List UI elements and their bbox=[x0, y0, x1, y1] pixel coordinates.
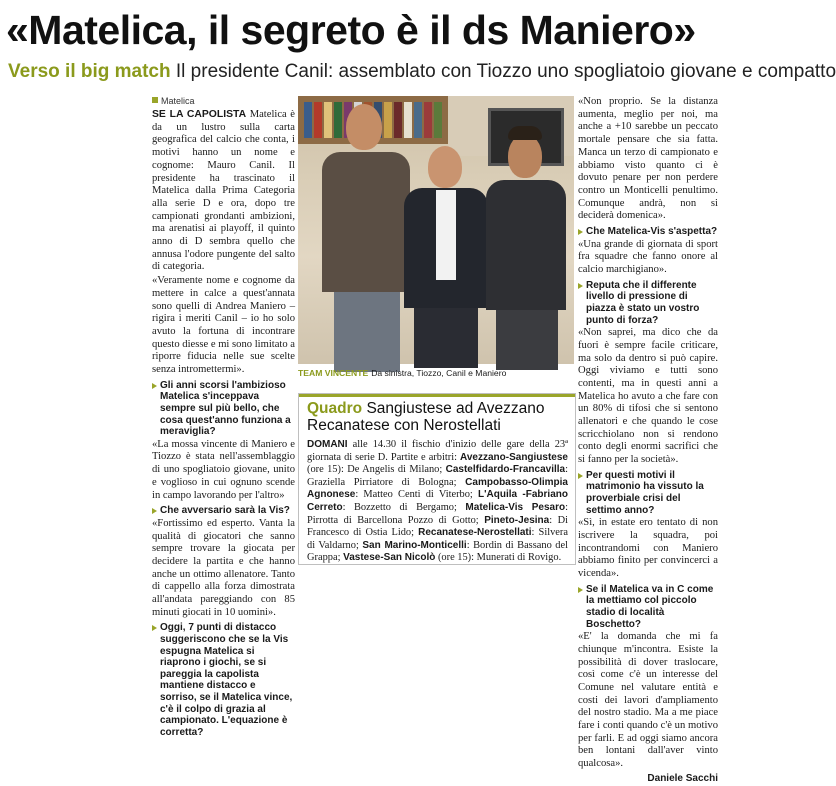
box-text-run: : Bordin di Bassano del Grappa; bbox=[307, 539, 569, 564]
match-name: Campobasso-Olimpia Agnonese bbox=[307, 476, 568, 501]
box-title-line2: Recanatese con Nerostellati bbox=[307, 417, 501, 434]
match-name: Pineto-Jesina bbox=[484, 514, 550, 526]
interview-question: Oggi, 7 punti di distacco suggeriscono che se la Vis espugna Matelica si riaprono i giochi, se si pareggia la capolista mantiene distacco e sorriso, se il Matelica vince, c'è il colpo di grazia al campionato. L'equazione è corretta? bbox=[152, 622, 295, 738]
photo-caption bbox=[298, 366, 574, 380]
headline: «Matelica, il segreto è il ds Maniero» bbox=[6, 7, 696, 53]
team-photo bbox=[298, 96, 574, 364]
photo-caption-tag: TEAM VINCENTE bbox=[298, 368, 369, 378]
article-paragraph bbox=[152, 109, 295, 274]
interview-answer: «Non saprei, ma dico che da fuori è sempre facile criticare, ma solo da dentro si può capire. Oggi viviamo e tutti sono contenti, ma in questi anni a Matelica ho avuto a che fare con un 80% di tifosi che si sentono allenatori e che quando le cose scricchiolano non si rendono conto degli enormi sacrifici che si fanno per la società». bbox=[578, 327, 718, 466]
author-signature: Daniele Sacchi bbox=[647, 772, 718, 784]
interview-answer: «La mossa vincente di Maniero e Tiozzo è stata nell'assemblaggio di uno spogliatoio giovane, unito e voglioso in cui ognuno scende in campo lavorando per l'altro» bbox=[152, 438, 295, 501]
section-tag bbox=[152, 96, 295, 107]
interview-question: Che avversario sarà la Vis? bbox=[152, 505, 295, 517]
match-name: Matelica-Vis Pesaro bbox=[465, 501, 566, 513]
article-paragraph: «Veramente nome e cognome da mettere in calce a quest'annata sono quelli di Andrea Maniero – rigira i meriti Canil – io ho solo avuto la fortuna di incontrare questo diesse e mi sono limitato a riporre fiducia nelle sue scelte senza intromettermi». bbox=[152, 275, 295, 376]
interview-answer: «Fortissimo ed esperto. Vanta la qualità di giocatori che sanno sempre trovare la giocata per decidere la partita e che hanno anche un ottimo allenatore. Tanto di cappello alla forza dimostrata all'andata pareggiando con 85 minuti giocati in 10 uomini». bbox=[152, 517, 295, 618]
section-tag-label: Matelica bbox=[161, 96, 195, 106]
interview-answer: «Non proprio. Se la distanza aumenta, meglio per noi, ma anche a +10 sarebbe un peccato mortale pensare che sia fatta. Manca un terzo di campionato e abbiamo visto quanto ci è dovuto penare per non perdere contro un Monticelli penultimo. Comunque andrà, non si deciderà domenica». bbox=[578, 96, 718, 222]
match-name: Vastese-San Nicolò bbox=[343, 552, 436, 564]
interview-answer: «Una grande di giornata di sport fra squadre che fanno onore al calcio marchigiano». bbox=[578, 238, 718, 276]
match-name: San Marino-Monticelli bbox=[362, 539, 467, 551]
match-name: Castelfidardo-Francavilla bbox=[445, 464, 566, 476]
interview-question: Reputa che il differente livello di pressione di piazza è stato un vostro punto di forza? bbox=[578, 280, 718, 326]
interview-question: Se il Matelica va in C come la mettiamo col piccolo stadio di località Boschetto? bbox=[578, 584, 718, 630]
box-text-run: : Silvera di Valdarno; bbox=[307, 527, 568, 551]
box-text-run: : Di Francesco di Ostia Lido; bbox=[307, 514, 568, 539]
subheadline bbox=[8, 60, 836, 84]
interview-answer: «Sì, in estate ero tentato di non iscrivere la squadra, poi incontrandomi con Maniero abbiamo finito per convincerci a vicenda». bbox=[578, 517, 718, 580]
article-column-4 bbox=[578, 96, 718, 784]
interview-question: Per questi motivi il matrimonio ha vissuto la proverbiale crisi del settimo anno? bbox=[578, 470, 718, 516]
box-lead-in: DOMANI bbox=[307, 439, 348, 450]
subhead-text: Il presidente Canil: assemblato con Tiozzo uno spogliatoio giovane e compatto bbox=[175, 61, 836, 82]
box-text bbox=[299, 436, 575, 565]
subhead-kicker: Verso il big match bbox=[8, 61, 171, 82]
box-headline bbox=[299, 397, 575, 436]
box-text-run: : Pirrotta di Barcellona Pozzo di Gotto; bbox=[307, 501, 569, 526]
photo-caption-text: Da sinistra, Tiozzo, Canil e Maniero bbox=[371, 368, 507, 378]
box-kicker: Quadro bbox=[307, 400, 363, 417]
box-text-run: (ore 15): De Angelis di Milano; bbox=[307, 464, 443, 476]
match-name: Recanatese-Nerostellati bbox=[418, 527, 532, 539]
match-name: L'Aquila -Fabriano Cerreto bbox=[307, 489, 568, 513]
interview-question: Che Matelica-Vis s'aspetta? bbox=[578, 226, 718, 238]
sidebar-box bbox=[298, 393, 576, 565]
square-marker-icon bbox=[152, 97, 158, 103]
box-text-run: : Bozzetto di Bergamo; bbox=[342, 501, 457, 513]
box-text-run: (ore 15): Munerati di Rovigo. bbox=[437, 552, 562, 564]
paragraph-text: Matelica è da un lustro sulla carta geografica del calcio che conta, i motivi hanno un nome e cognome: Mauro Canil. Il presidente ha trascinato il Matelica dalla Prima Categoria alla serie D e ora, dopo tre campionati grondanti ambizioni, ma arenatisi ai playoff, il quinto anno di D sembra quello che annusa l'odore pungente del salto di categoria. bbox=[152, 109, 295, 273]
article-column-1 bbox=[152, 96, 295, 738]
box-text-run: : Graziella Pirriatore di Bologna; bbox=[307, 464, 568, 488]
match-name: Avezzano-Sangiustese bbox=[460, 451, 568, 463]
box-text-run: : Matteo Centi di Viterbo; bbox=[355, 489, 473, 501]
lead-in: SE LA CAPOLISTA bbox=[152, 109, 247, 120]
box-title-line1: Sangiustese ad Avezzano bbox=[366, 400, 545, 417]
box-text-run: alle 14.30 il fischio d'inizio delle gare della 23ª giornata di serie D. Partite e arbitri: bbox=[307, 439, 568, 463]
interview-answer: «E' la domanda che mi fa chiunque m'incontra. Esiste la possibilità di dover traslocare, così come c'è un interesse del Comune nel valutare entità e costi dei lavori d'ampliamento del nostro stadio. Ma a me piace fare i conti quando c'è un motivo per farli. E ad oggi siamo ancora ben lontani dall'aver vinto qualcosa». bbox=[578, 631, 718, 770]
interview-question: Gli anni scorsi l'ambizioso Matelica s'inceppava sempre sul più bello, che cosa quest'anno funziona a meraviglia? bbox=[152, 380, 295, 438]
